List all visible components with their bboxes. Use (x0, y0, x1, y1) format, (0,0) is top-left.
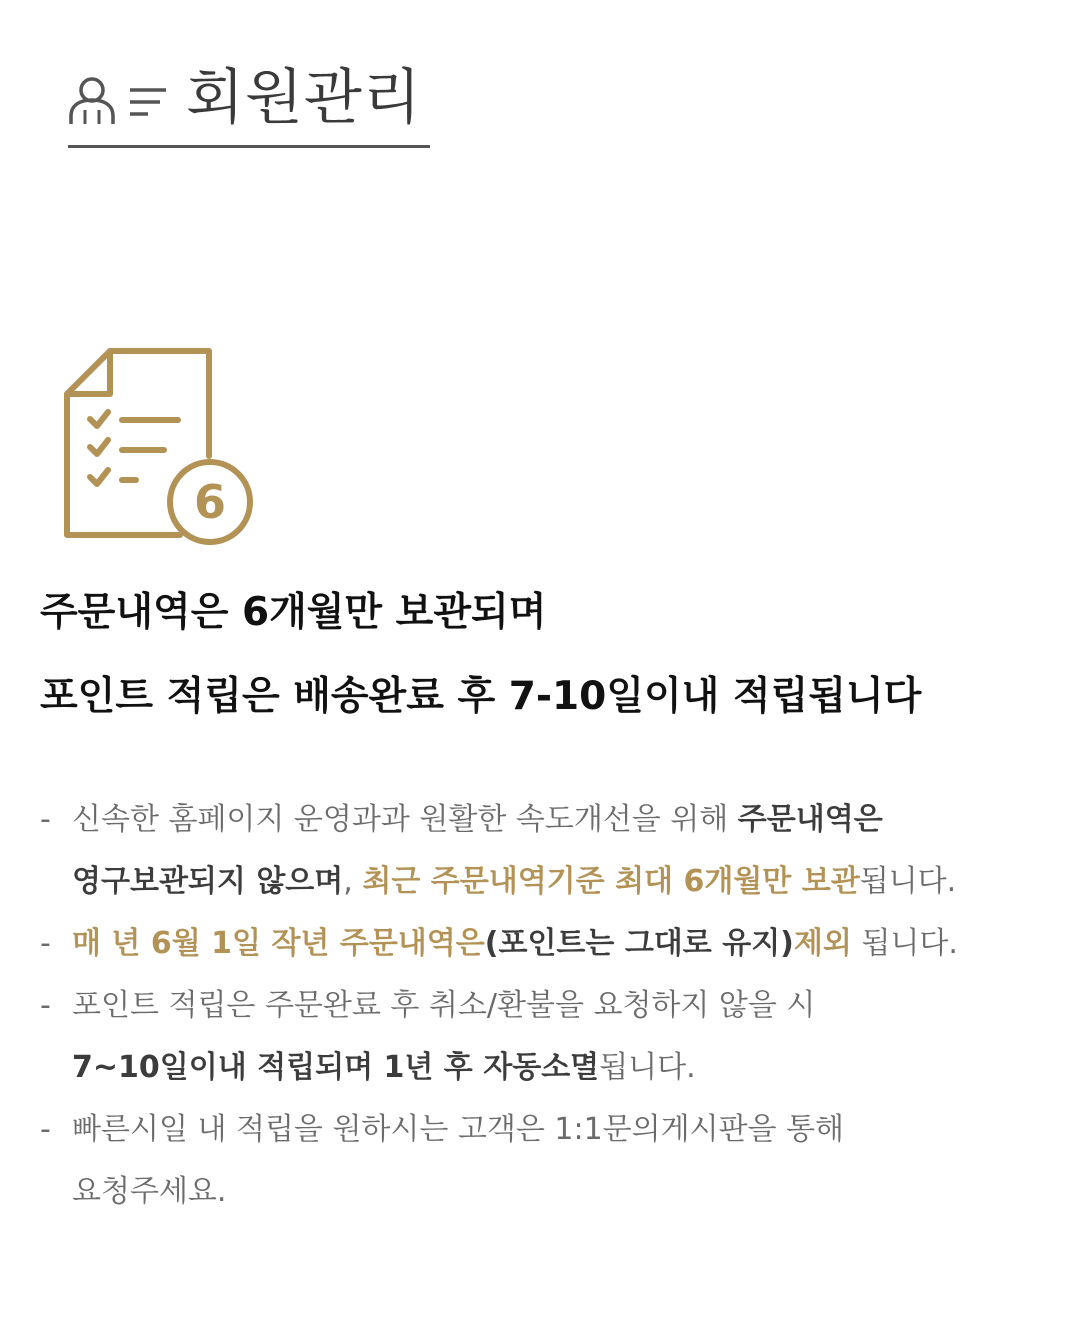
note-text: 됩니다. (851, 926, 958, 961)
note-highlight-text: 매 년 6월 1일 작년 주문내역은 (72, 926, 485, 961)
note-1-line-1 (72, 795, 883, 845)
bullet-dash: - (40, 1112, 51, 1147)
note-1 (40, 795, 1040, 857)
note-text: 신속한 홈페이지 운영과과 원활한 속도개선을 위해 (72, 802, 738, 837)
note-text: 됩니다. (599, 1050, 696, 1085)
note-bold-text: 주문내역은 (737, 802, 883, 837)
note-bold-text: 영구보관되지 않으며 (72, 864, 344, 899)
note-text: 됩니다. (859, 864, 957, 899)
note-3-continued (40, 1043, 1040, 1105)
note-4 (40, 1105, 1040, 1167)
note-bold-text: 7~10일이내 적립되며 1년 후 자동소멸 (72, 1050, 600, 1085)
note-3-line-2 (72, 1043, 696, 1093)
headline-line-1: 주문내역은 6개월만 보관되며 (40, 590, 547, 635)
bullet-dash: - (40, 988, 51, 1023)
note-4-line-1: 빠른시일 내 적립을 원하시는 고객은 1:1문의게시판을 통해 (72, 1112, 845, 1147)
user-list-icon (68, 72, 170, 128)
bullet-dash: - (40, 926, 51, 961)
bullet-dash: - (40, 802, 51, 837)
note-text: , (343, 864, 363, 899)
note-2 (40, 919, 1040, 981)
note-bold-text: (포인트는 그대로 유지) (484, 926, 794, 961)
note-1-line-2 (72, 857, 956, 907)
badge-number: 6 (193, 475, 227, 529)
section-header (68, 58, 430, 148)
note-highlight-text: 제외 (793, 926, 852, 961)
page-title: 회원관리 (186, 63, 422, 133)
note-highlight-text: 최근 주문내역기준 최대 6개월만 보관 (362, 864, 860, 899)
note-4-continued (40, 1167, 1040, 1229)
note-2-line-1 (72, 919, 958, 969)
headline-line-2: 포인트 적립은 배송완료 후 7-10일이내 적립됩니다 (40, 674, 922, 719)
note-1-continued (40, 857, 1040, 919)
note-4-line-2: 요청주세요. (72, 1174, 227, 1209)
note-3-line-1: 포인트 적립은 주문완료 후 취소/환불을 요청하지 않을 시 (72, 988, 816, 1023)
note-3 (40, 981, 1040, 1043)
notice-list (40, 795, 1040, 1229)
document-checklist-icon (62, 346, 256, 546)
